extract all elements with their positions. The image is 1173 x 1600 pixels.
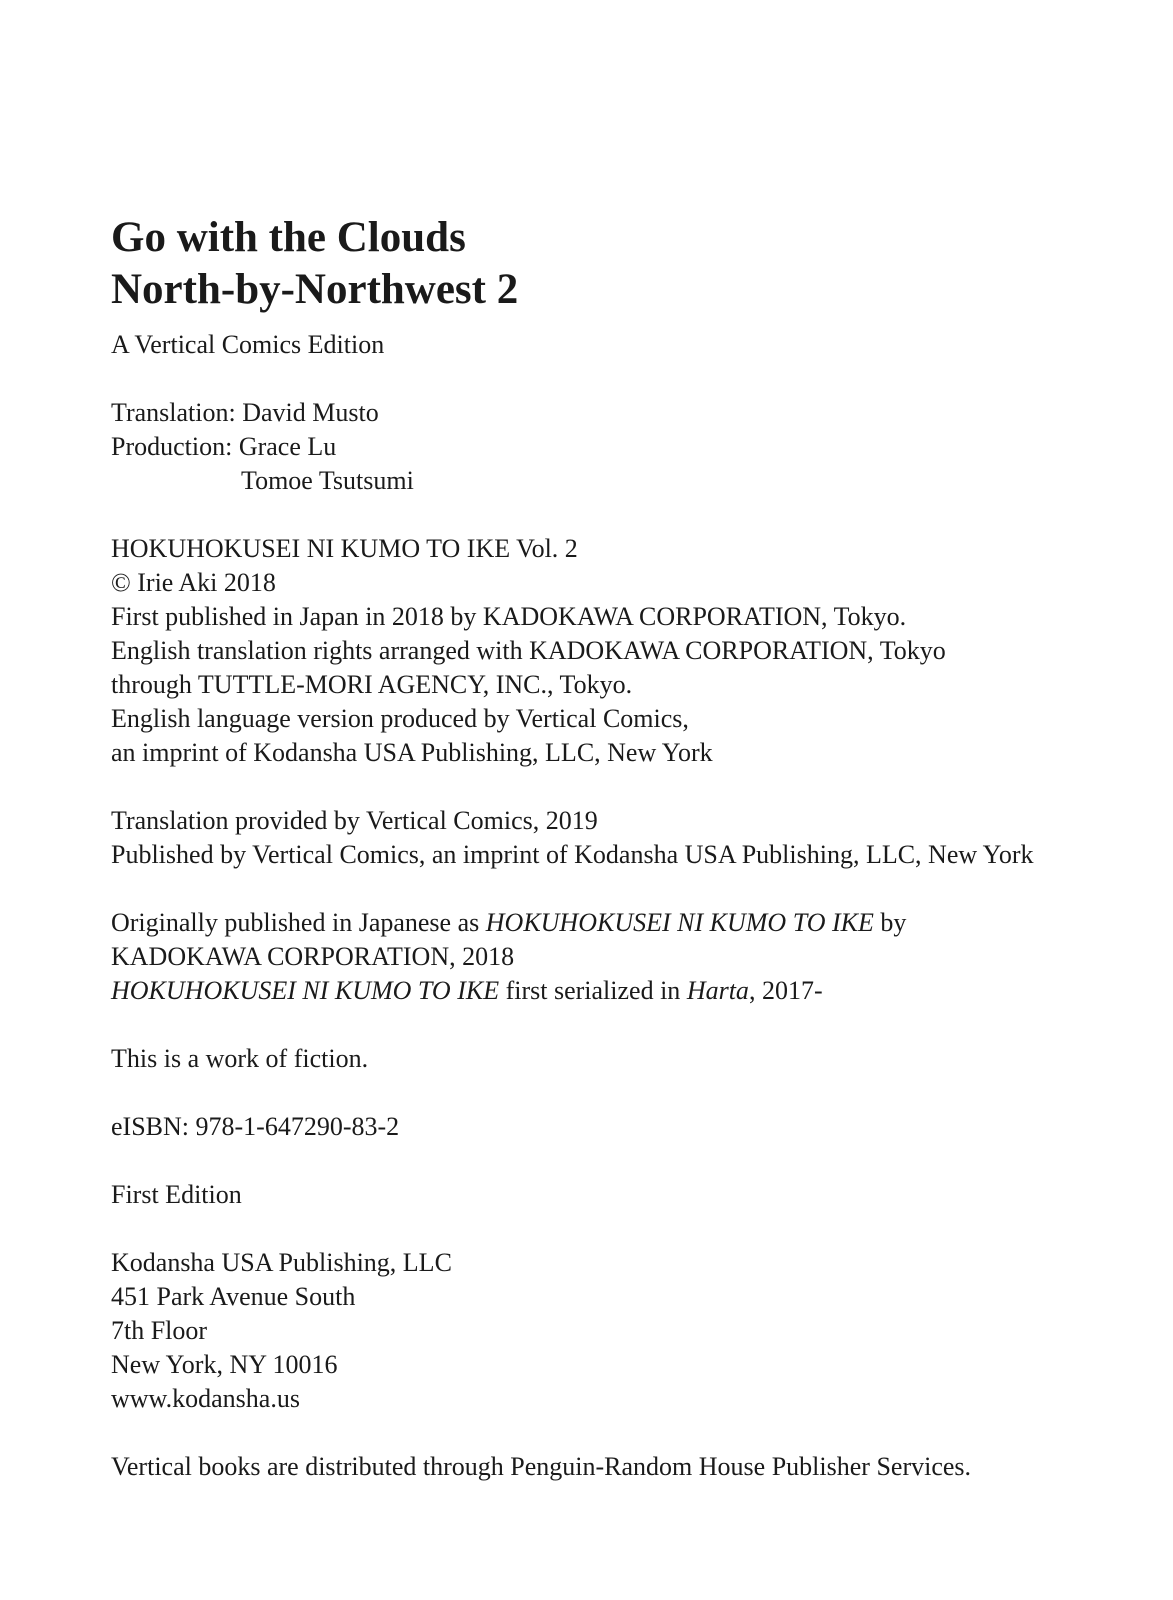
title-line-1: Go with the Clouds xyxy=(111,214,466,261)
isbn: eISBN: 978-1-647290-83-2 xyxy=(111,1112,400,1141)
copyright-page xyxy=(111,212,1111,1484)
original-line-3 xyxy=(111,974,1111,1008)
rights-line: First published in Japan in 2018 by KADOKAWA CORPORATION, Tokyo. xyxy=(111,602,907,631)
address-line: 451 Park Avenue South xyxy=(111,1282,356,1311)
book-title xyxy=(111,212,1111,316)
address-line: New York, NY 10016 xyxy=(111,1350,338,1379)
edition-label: A Vertical Comics Edition xyxy=(111,330,385,359)
production-credit-2: Tomoe Tsutsumi xyxy=(241,466,414,495)
original-publication-block xyxy=(111,906,1111,1008)
original-line-1 xyxy=(111,906,1111,940)
rights-line: English translation rights arranged with KADOKAWA CORPORATION, Tokyo xyxy=(111,636,946,665)
publisher-address xyxy=(111,1246,1111,1416)
rights-block xyxy=(111,532,1111,770)
rights-line: © Irie Aki 2018 xyxy=(111,568,276,597)
rights-line: an imprint of Kodansha USA Publishing, LLC, New York xyxy=(111,738,713,767)
rights-line: HOKUHOKUSEI NI KUMO TO IKE Vol. 2 xyxy=(111,534,578,563)
translation-line: Translation provided by Vertical Comics, 2019 xyxy=(111,806,598,835)
production-credit: Production: Grace Lu xyxy=(111,432,337,461)
original-title-italic: HOKUHOKUSEI NI KUMO TO IKE xyxy=(485,908,874,937)
address-line: 7th Floor xyxy=(111,1316,208,1345)
credits xyxy=(111,396,1111,498)
original-text: first serialized in xyxy=(499,976,687,1005)
translation-credit: Translation: David Musto xyxy=(111,398,379,427)
title-line-2: North-by-Northwest 2 xyxy=(111,266,519,313)
publisher-website: www.kodansha.us xyxy=(111,1384,300,1413)
fiction-notice: This is a work of fiction. xyxy=(111,1044,369,1073)
rights-line: English language version produced by Vertical Comics, xyxy=(111,704,689,733)
original-text: Originally published in Japanese as xyxy=(111,908,486,937)
edition-notice: First Edition xyxy=(111,1180,242,1209)
original-text: , 2017- xyxy=(748,976,823,1005)
magazine-title-italic: Harta xyxy=(686,976,749,1005)
translation-block xyxy=(111,804,1111,872)
address-line: Kodansha USA Publishing, LLC xyxy=(111,1248,452,1277)
translation-line: Published by Vertical Comics, an imprint of Kodansha USA Publishing, LLC, New York xyxy=(111,840,1034,869)
original-title-italic: HOKUHOKUSEI NI KUMO TO IKE xyxy=(111,976,500,1005)
distribution-notice: Vertical books are distributed through Penguin-Random House Publisher Services. xyxy=(111,1452,972,1481)
original-text: by xyxy=(873,908,907,937)
rights-line: through TUTTLE-MORI AGENCY, INC., Tokyo. xyxy=(111,670,633,699)
original-line-2: KADOKAWA CORPORATION, 2018 xyxy=(111,942,515,971)
